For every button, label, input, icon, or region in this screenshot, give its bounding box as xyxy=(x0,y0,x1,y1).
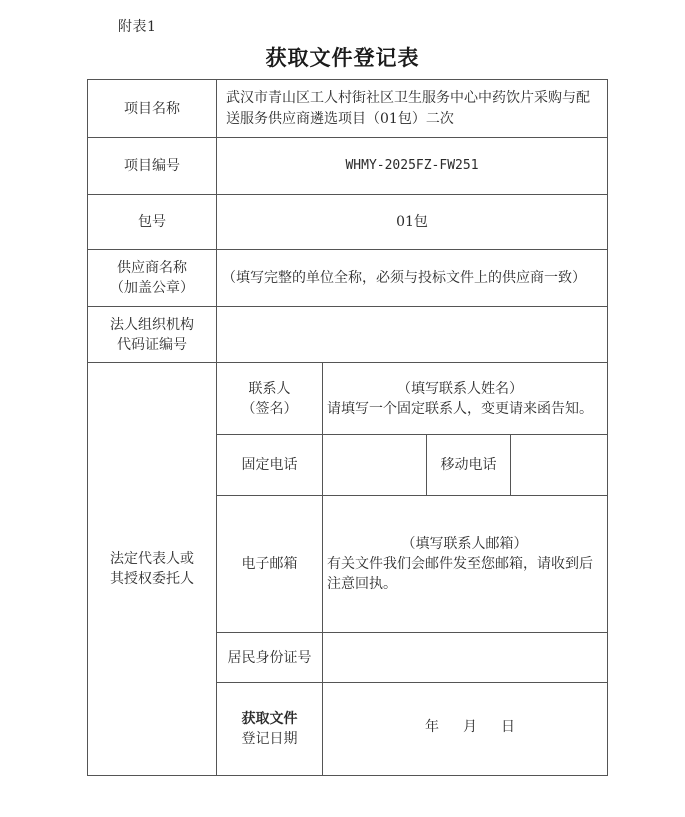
project-name-value: 武汉市青山区工人村街社区卫生服务中心中药饮片采购与配送服务供应商遴选项目（01包）二次 xyxy=(226,89,590,127)
date-day: 日 xyxy=(501,719,515,735)
project-name-label: 项目名称 xyxy=(124,100,180,117)
registration-date-label: 获取文件 登记日期 xyxy=(241,711,298,747)
supplier-label: 供应商名称 （加盖公章） xyxy=(110,260,194,296)
representative-label: 法定代表人或 其授权委托人 xyxy=(110,551,194,587)
mobile-phone-field[interactable] xyxy=(511,435,607,495)
org-code-field[interactable] xyxy=(217,307,607,362)
contact-label: 联系人 （签名） xyxy=(241,380,298,417)
date-month: 月 xyxy=(463,719,477,735)
form-title: 获取文件登记表 xyxy=(265,45,420,70)
org-code-label: 法人组织机构 代码证编号 xyxy=(110,316,194,353)
project-number-label: 项目编号 xyxy=(124,158,180,174)
mobile-phone-label: 移动电话 xyxy=(440,457,497,473)
fixed-phone-field[interactable] xyxy=(323,435,426,495)
registration-date-field[interactable] xyxy=(323,683,607,771)
package-label: 包号 xyxy=(138,214,166,230)
email-label: 电子邮箱 xyxy=(241,556,298,572)
annex-label: 附表1 xyxy=(118,19,157,35)
project-number-value: WHMY-2025FZ-FW251 xyxy=(345,158,479,173)
id-card-label: 居民身份证号 xyxy=(227,649,312,666)
email-field[interactable]: （填写联系人邮箱） 有关文件我们会邮件发至您邮箱，请收到后注意回执。 xyxy=(327,536,593,592)
contact-name-field[interactable]: （填写联系人姓名） 请填写一个固定联系人，变更请来函告知。 xyxy=(327,380,593,417)
id-card-field[interactable] xyxy=(323,633,607,682)
package-value: 01包 xyxy=(396,214,428,230)
fixed-phone-label: 固定电话 xyxy=(241,457,298,473)
date-year: 年 xyxy=(425,719,439,735)
supplier-name-field[interactable]: （填写完整的单位全称，必须与投标文件上的供应商一致） xyxy=(222,270,586,286)
